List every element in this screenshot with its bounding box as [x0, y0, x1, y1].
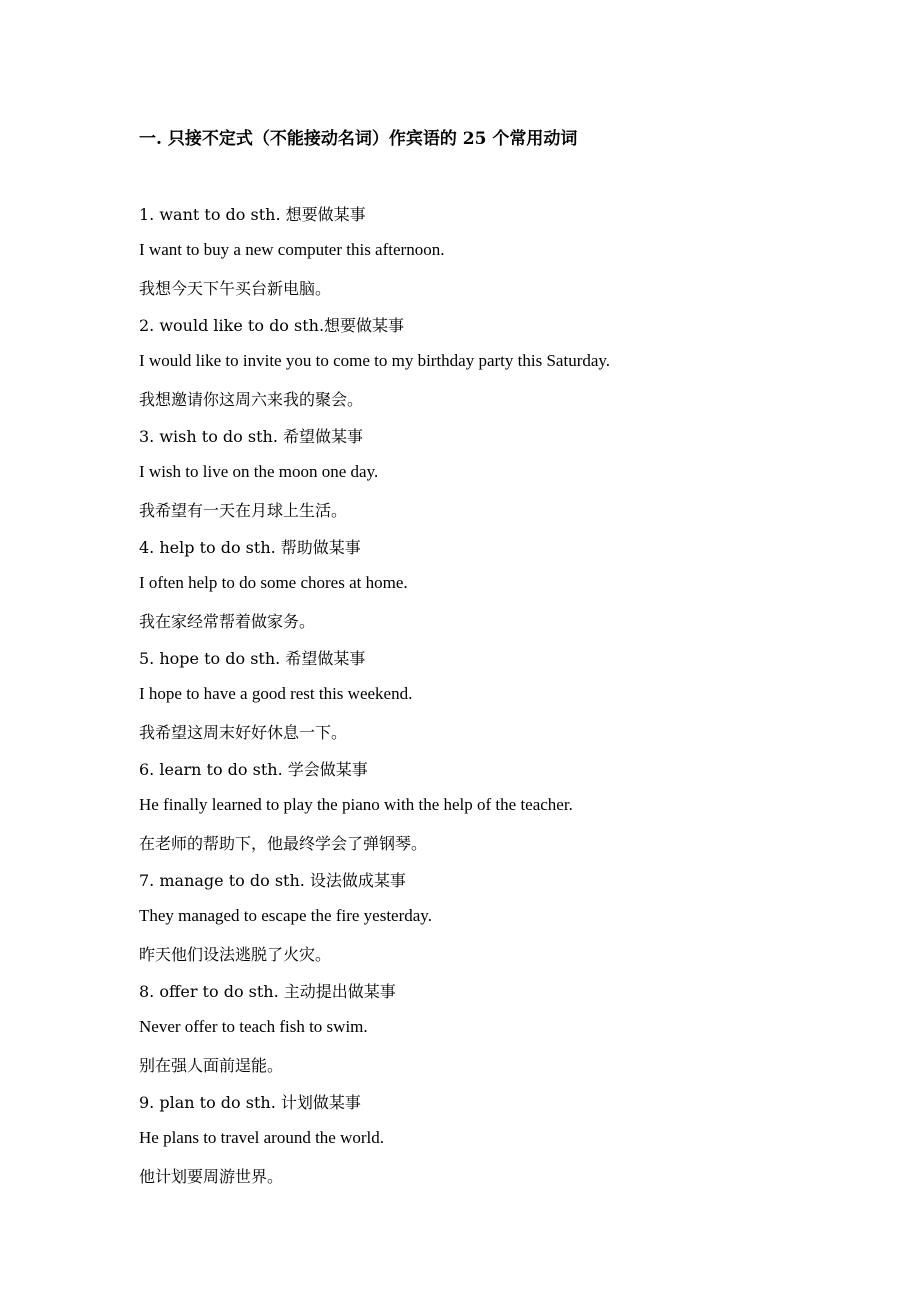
chinese-translation: 我在家经常帮着做家务。: [139, 612, 316, 631]
list-item: [139, 198, 839, 309]
list-item: [139, 975, 839, 1086]
chinese-translation: 在老师的帮助下，他最终学会了弹钢琴。: [139, 834, 428, 853]
chinese-translation: 我希望有一天在月球上生活。: [139, 501, 348, 520]
list-item: [139, 1086, 839, 1197]
list-item: [139, 753, 839, 864]
english-example: Never offer to teach fish to swim.: [139, 1017, 368, 1036]
list-item: [139, 642, 839, 753]
list-item: [139, 420, 839, 531]
verb-phrase: 2. would like to do sth.想要做某事: [139, 316, 405, 335]
list-item: [139, 531, 839, 642]
verb-phrase: 3. wish to do sth. 希望做某事: [139, 427, 363, 446]
section-title: 一. 只接不定式（不能接动名词）作宾语的 25 个常用动词: [139, 129, 578, 149]
english-example: He finally learned to play the piano with the help of the teacher.: [139, 795, 573, 814]
verb-phrase: 6. learn to do sth. 学会做某事: [139, 760, 368, 779]
chinese-translation: 别在强人面前逞能。: [139, 1056, 284, 1075]
verb-phrase: 5. hope to do sth. 希望做某事: [139, 649, 366, 668]
english-example: He plans to travel around the world.: [139, 1128, 385, 1147]
english-example: I would like to invite you to come to my birthday party this Saturday.: [139, 351, 611, 370]
list-item: [139, 864, 839, 975]
english-example: They managed to escape the fire yesterday.: [139, 906, 432, 925]
verb-phrase: 1. want to do sth. 想要做某事: [139, 205, 366, 224]
english-example: I wish to live on the moon one day.: [139, 462, 379, 481]
english-example: I hope to have a good rest this weekend.: [139, 684, 413, 703]
verb-phrase: 9. plan to do sth. 计划做某事: [139, 1093, 361, 1112]
list-item: [139, 309, 839, 420]
chinese-translation: 我希望这周末好好休息一下。: [139, 723, 348, 742]
verb-phrase: 7. manage to do sth. 设法做成某事: [139, 871, 406, 890]
english-example: I want to buy a new computer this afternoon.: [139, 240, 445, 259]
chinese-translation: 昨天他们设法逃脱了火灾。: [139, 945, 332, 964]
chinese-translation: 我想今天下午买台新电脑。: [139, 279, 332, 298]
entry-list: [139, 198, 839, 1197]
verb-phrase: 8. offer to do sth. 主动提出做某事: [139, 982, 396, 1001]
english-example: I often help to do some chores at home.: [139, 573, 408, 592]
verb-phrase: 4. help to do sth. 帮助做某事: [139, 538, 361, 557]
chinese-translation: 我想邀请你这周六来我的聚会。: [139, 390, 364, 409]
chinese-translation: 他计划要周游世界。: [139, 1167, 284, 1186]
